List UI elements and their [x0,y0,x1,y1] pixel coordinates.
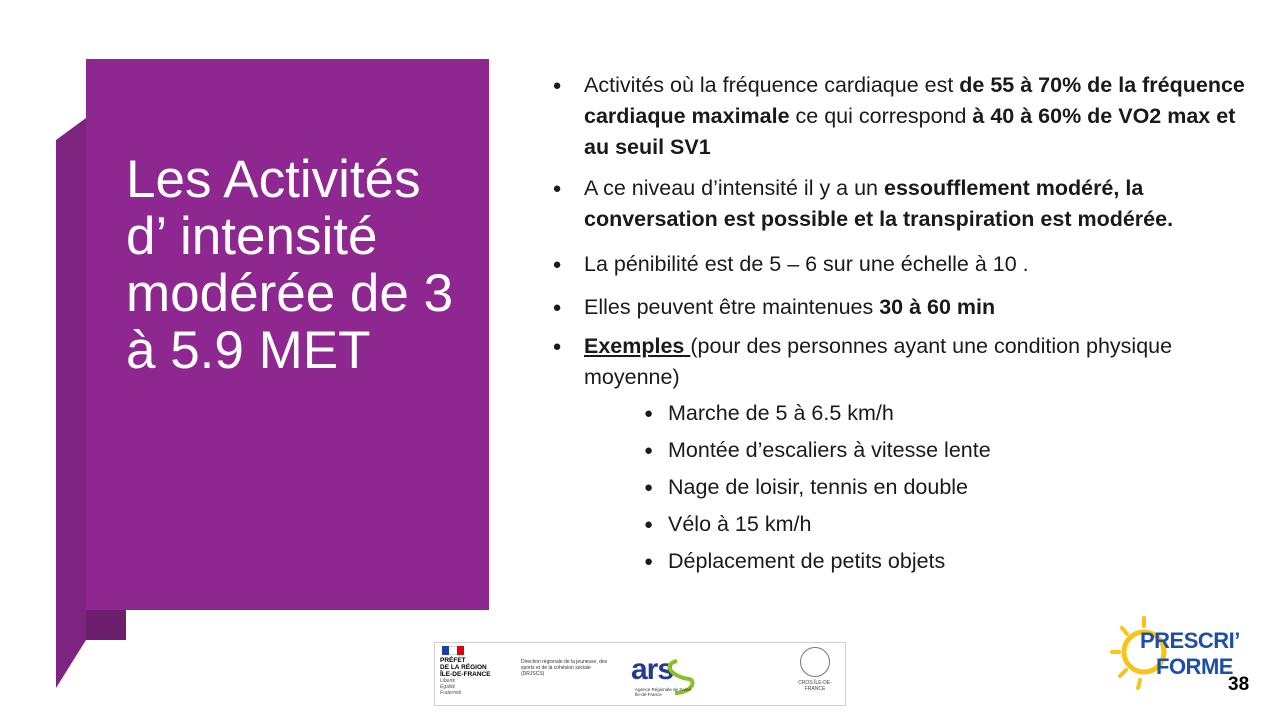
bullet-dot-icon: ● [552,180,562,197]
ars-subtitle: Agence Régionale de Santé Île-de-France [635,687,692,697]
prefet-region-logo [440,646,520,702]
example-text: Déplacement de petits objets [668,549,946,573]
bullet-dot-icon: ● [552,256,562,273]
bullet-text-segment: à 40 à 60% de VO2 max et au seuil SV1 [584,104,1236,159]
example-text: Nage de loisir, tennis en double [668,475,969,499]
bullet-text-segment: La pénibilité est de 5 – 6 sur une échelle à 10 . [584,252,1029,276]
bullet-item [547,173,1247,235]
bullet-text-segment: Activités où la fréquence cardiaque est [584,73,960,97]
example-item [547,395,1247,432]
bullet-item [547,70,1247,163]
example-item [547,432,1247,469]
slide-title: Les Activités d’ intensité modérée de 3 à 5.9 MET [126,150,454,380]
bullet-text-segment: (pour des personnes ayant une condition physique moyenne) [584,334,1173,389]
prefet-line-1: PRÉFET [440,657,466,664]
prescriforme-line-1: PRESCRI’ [1140,628,1240,653]
ribbon-side [56,118,86,688]
bullet-text-segment: Exemples [584,334,691,358]
example-dot-icon: ● [644,479,654,496]
ars-logo [631,649,701,699]
example-item [547,469,1247,506]
motto-liberte: Liberté [440,678,456,684]
bullet-content [547,70,1247,580]
bullet-item [547,249,1247,280]
prefet-line-3: ÎLE-DE-FRANCE [440,671,491,678]
title-box [86,59,489,610]
cros-logo [795,647,835,701]
examples-list [547,395,1247,580]
bullet-dot-icon: ● [552,77,562,94]
example-dot-icon: ● [644,442,654,459]
bullet-dot-icon: ● [552,338,562,355]
example-dot-icon: ● [644,405,654,422]
example-item [547,506,1247,543]
drjscs-label: Direction régionale de la jeunesse, des sports et de la cohésion sociale (DRJSCS) [521,659,608,677]
bullet-item [547,292,1247,323]
bullet-dot-icon: ● [552,299,562,316]
bullet-text-segment: 30 à 60 min [879,295,996,319]
cros-emblem-icon [800,647,830,677]
motto-fraternite: Fraternité [440,690,462,696]
bullet-list [547,70,1247,393]
bullet-text-segment: ce qui correspond [789,104,973,128]
bullet-text-segment: essoufflement modéré, la conversation est possible et la transpiration est modérée. [584,176,1174,231]
cros-label: CROS ÎLE-DE-FRANCE [798,680,832,692]
ars-wordmark: ars [631,653,674,686]
example-item [547,543,1247,580]
bullet-text-segment: A ce niveau d’intensité il y a un [584,176,884,200]
bullet-text-segment: de 55 à 70% de la fréquence cardiaque maximale [584,73,1245,128]
page-number: 38 [1228,674,1250,695]
french-flag-icon [442,646,464,655]
motto-egalite: Égalité [440,684,456,690]
ribbon-bottom [86,610,126,640]
example-text: Marche de 5 à 6.5 km/h [668,401,894,425]
bullet-item [547,331,1247,393]
prefet-line-2: DE LA RÉGION [440,664,487,671]
bullet-text-segment: Elles peuvent être maintenues [584,295,880,319]
partner-logos-banner [434,642,846,706]
example-text: Vélo à 15 km/h [668,512,812,536]
example-dot-icon: ● [644,516,654,533]
example-dot-icon: ● [644,553,654,570]
prescriforme-line-2: FORME [1156,654,1233,679]
example-text: Montée d’escaliers à vitesse lente [668,438,991,462]
